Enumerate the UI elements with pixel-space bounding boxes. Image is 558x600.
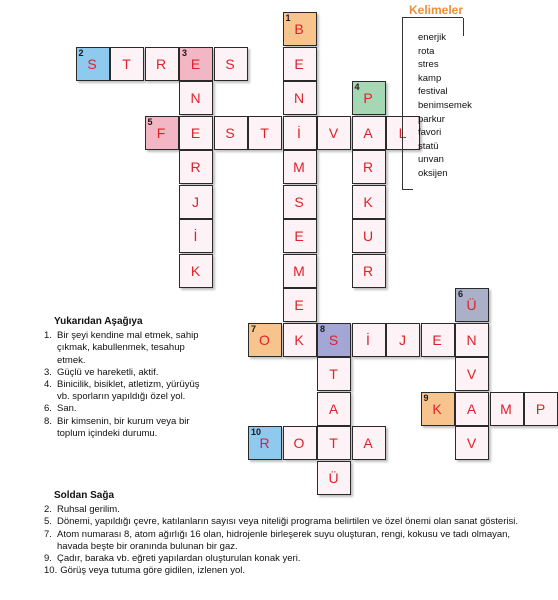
clue-number: 1 — [285, 13, 291, 23]
grid-cell[interactable] — [352, 150, 386, 184]
clue-item-number: 3. — [44, 366, 52, 378]
word-bank-item: enerjik — [418, 32, 446, 43]
grid-cell[interactable] — [179, 47, 213, 81]
clue-item-text: San. — [57, 403, 77, 415]
clue-number: 10 — [251, 427, 262, 437]
grid-cell[interactable] — [317, 392, 351, 426]
clue-item-text: Çadır, baraka vb. eğreti yapılardan oluşturulan konak yeri. — [57, 553, 301, 565]
grid-cell[interactable] — [179, 81, 213, 115]
grid-cell[interactable] — [248, 426, 282, 460]
clue-item-text: Bir kimsenin, bir kurum veya bir toplum içindeki durumu. — [57, 415, 190, 439]
cell-letter: A — [363, 124, 374, 141]
clue-item — [44, 565, 524, 577]
grid-cell[interactable] — [421, 392, 455, 426]
cell-letter: T — [329, 435, 339, 451]
grid-cell[interactable] — [283, 219, 317, 253]
grid-cell[interactable] — [490, 392, 524, 426]
clue-item-number: 7. — [44, 528, 52, 540]
clue-item — [44, 529, 524, 553]
cell-letter: P — [535, 400, 547, 417]
word-bank-item: stres — [418, 59, 439, 71]
clue-item-text: Binicilik, bisiklet, atletizm, yürüyüş vb. sporların yapıldığı özel yol. — [57, 379, 200, 403]
clue-item — [44, 403, 209, 415]
clue-item-number: 10. — [44, 565, 58, 577]
cell-letter: M — [293, 159, 306, 175]
grid-cell[interactable] — [179, 219, 213, 253]
cell-letter: E — [294, 228, 305, 244]
clue-item-number: 5. — [44, 516, 52, 528]
grid-cell[interactable] — [283, 426, 317, 460]
cell-letter: S — [225, 55, 236, 72]
grid-cell[interactable] — [283, 47, 317, 81]
grid-cell[interactable] — [145, 116, 179, 150]
clue-number: 3 — [182, 47, 188, 58]
cell-letter: J — [399, 331, 407, 348]
clue-number: 7 — [251, 323, 257, 334]
clue-item-number: 1. — [44, 330, 52, 342]
grid-cell[interactable] — [524, 392, 558, 426]
grid-cell[interactable] — [455, 288, 489, 322]
clue-number: 9 — [423, 392, 429, 403]
grid-cell[interactable] — [352, 254, 386, 288]
cell-letter: K — [363, 193, 374, 210]
clue-item-text: Ruhsal gerilim. — [57, 504, 120, 516]
clue-number: 4 — [354, 82, 360, 92]
clue-number: 6 — [458, 289, 464, 299]
grid-cell[interactable] — [317, 357, 351, 391]
cell-letter: E — [294, 297, 305, 313]
cell-letter: Ü — [328, 469, 340, 486]
word-bank-item: oksijen — [418, 167, 448, 179]
across-clues-title: Soldan Sağa — [54, 490, 115, 501]
grid-cell[interactable] — [283, 150, 317, 184]
grid-cell[interactable] — [352, 185, 386, 219]
grid-cell[interactable] — [283, 81, 317, 115]
clue-number: 8 — [320, 323, 326, 334]
down-clues-title: Yukarıdan Aşağıya — [54, 316, 143, 327]
grid-cell[interactable] — [352, 219, 386, 253]
cell-letter: K — [294, 331, 305, 348]
clue-item-text: Güçlü ve hareketli, aktif. — [57, 366, 159, 378]
cell-letter: M — [293, 262, 306, 279]
cell-letter: R — [362, 159, 375, 175]
grid-cell[interactable] — [145, 47, 179, 81]
clue-item-number: 2. — [44, 504, 52, 516]
grid-cell[interactable] — [179, 116, 213, 150]
grid-cell[interactable] — [283, 116, 317, 150]
grid-cell[interactable] — [283, 12, 317, 46]
cell-letter: N — [293, 90, 306, 106]
cell-letter: R — [259, 435, 271, 451]
clue-item-number: 9. — [44, 553, 52, 565]
grid-cell[interactable] — [455, 357, 489, 391]
cell-letter: Ü — [466, 297, 478, 313]
word-bank-item: festival — [418, 86, 448, 98]
cell-letter: K — [432, 400, 443, 417]
cell-letter: V — [328, 124, 340, 141]
cell-letter: L — [398, 124, 408, 141]
cell-letter: P — [363, 90, 374, 106]
cell-letter: M — [500, 400, 513, 417]
cell-letter: S — [225, 124, 236, 141]
grid-cell[interactable] — [283, 254, 317, 288]
clue-item — [44, 504, 524, 516]
cell-letter: A — [466, 400, 478, 417]
clue-item-number: 4. — [44, 379, 52, 391]
cell-letter: J — [192, 193, 200, 210]
cell-letter: U — [362, 228, 375, 244]
grid-cell[interactable] — [455, 426, 489, 460]
cell-letter: N — [466, 331, 478, 348]
clue-item — [44, 379, 209, 403]
word-bank-item: rota — [418, 45, 435, 57]
grid-cell[interactable] — [179, 254, 213, 288]
cell-letter: E — [190, 124, 202, 141]
cell-letter: R — [190, 159, 202, 175]
clue-item — [44, 330, 209, 367]
cell-letter: T — [329, 366, 339, 382]
cell-letter: E — [294, 55, 305, 72]
grid-cell[interactable] — [386, 323, 420, 357]
word-bank-item: statü — [418, 140, 439, 152]
cell-letter: R — [155, 55, 168, 72]
grid-cell[interactable] — [317, 323, 351, 357]
cell-letter: S — [87, 55, 98, 72]
grid-cell[interactable] — [248, 323, 282, 357]
clue-item-text: Bir şeyi kendine mal etmek, sahip çıkmak, kabullenmek, tesahup etmek. — [57, 330, 199, 366]
cell-letter: V — [466, 435, 478, 451]
clue-item-number: 6. — [44, 403, 52, 415]
cell-letter: B — [294, 21, 305, 37]
grid-cell[interactable] — [179, 150, 213, 184]
grid-cell[interactable] — [421, 323, 455, 357]
clue-item — [44, 516, 524, 528]
grid-cell[interactable] — [214, 116, 248, 150]
grid-cell[interactable] — [248, 116, 282, 150]
cell-letter: S — [328, 331, 340, 348]
clue-item-text: Dönemi, yapıldığı çevre, katılanların sayısı veya niteliği programa belirtilen ve özel önemi olan sanat gösterisi. — [57, 516, 518, 528]
cell-letter: T — [122, 55, 132, 72]
grid-cell[interactable] — [352, 81, 386, 115]
word-bank-item: benimsemek — [418, 99, 472, 111]
word-bank-item: parkur — [418, 113, 445, 125]
grid-cell[interactable] — [283, 323, 317, 357]
grid-cell[interactable] — [317, 116, 351, 150]
clue-item-number: 8. — [44, 415, 52, 427]
word-bank-item: favori — [418, 127, 442, 139]
cell-letter: S — [294, 193, 305, 210]
word-bank-item: unvan — [418, 154, 444, 166]
clue-number: 2 — [78, 47, 84, 58]
grid-cell[interactable] — [110, 47, 144, 81]
grid-cell[interactable] — [352, 323, 386, 357]
across-clues — [44, 490, 524, 577]
cell-letter: İ — [193, 228, 199, 244]
word-bank-title: Kelimeler — [409, 3, 464, 17]
grid-cell[interactable] — [179, 185, 213, 219]
cell-letter: N — [190, 90, 202, 106]
cell-letter: T — [260, 124, 270, 141]
grid-cell[interactable] — [283, 288, 317, 322]
cell-letter: İ — [297, 124, 302, 141]
grid-cell[interactable] — [283, 185, 317, 219]
cell-letter: A — [363, 435, 374, 451]
clue-item — [44, 553, 524, 565]
cell-letter: K — [190, 262, 202, 279]
grid-cell[interactable] — [352, 116, 386, 150]
cell-letter: R — [362, 262, 375, 279]
clue-item-text: Görüş veya tutuma göre gidilen, izlenen yol. — [60, 565, 246, 577]
cell-letter: E — [432, 331, 443, 348]
down-clues — [44, 316, 209, 440]
word-bank-list — [418, 31, 472, 181]
grid-cell[interactable] — [76, 47, 110, 81]
grid-cell[interactable] — [455, 323, 489, 357]
cell-letter: A — [328, 400, 340, 417]
clue-item-text: Atom numarası 8, atom ağırlığı 16 olan, hidrojenle birleşerek suyu oluşturan, rengi, kokusu ve tadı olmayan, havada beşte bir oranında bulunan bir gaz. — [57, 528, 511, 552]
clue-number: 5 — [147, 116, 153, 127]
clue-item — [44, 367, 209, 379]
cell-letter: O — [259, 331, 271, 348]
cell-letter: O — [293, 435, 306, 451]
grid-cell[interactable] — [455, 392, 489, 426]
cell-letter: E — [190, 55, 202, 72]
grid-cell[interactable] — [317, 426, 351, 460]
grid-cell[interactable] — [352, 426, 386, 460]
cell-letter: V — [466, 366, 478, 382]
cell-letter: İ — [366, 331, 371, 348]
grid-cell[interactable] — [214, 47, 248, 81]
cell-letter: F — [156, 124, 167, 141]
word-bank-item: kamp — [418, 72, 442, 84]
clue-item — [44, 416, 209, 440]
